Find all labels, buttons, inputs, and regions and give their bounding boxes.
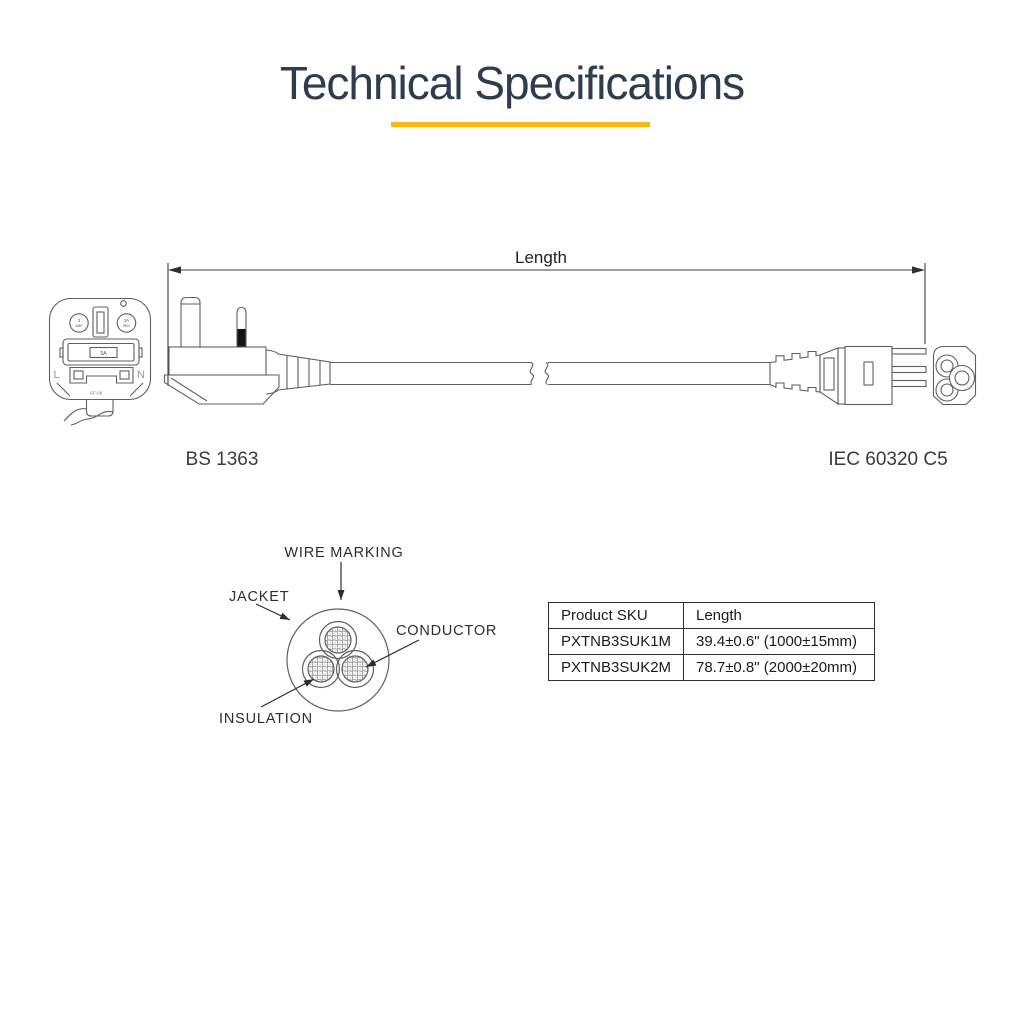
header-length: Length [684,603,875,629]
cable-cross-section [287,609,389,711]
table-row [549,629,875,655]
amp-mark-line1: 3 [77,318,81,323]
page-title: Technical Specifications [279,57,745,109]
c5-side-view [770,347,926,405]
rating-mark-line2: 250V [122,324,131,328]
right-connector-label: IEC 60320 C5 [828,449,948,470]
neutral-terminal-label: N [137,369,145,381]
sku-cell: PXTNB3SUK1M [549,629,684,655]
line-pin-sleeve [238,329,246,347]
table-header-row [549,603,875,629]
conductor-label: CONDUCTOR [396,623,498,639]
amp-mark-circle [70,314,88,332]
approval-mark-icon [121,301,127,307]
amp-mark-line2: AMP [75,324,83,328]
c5-collar-inner [824,358,834,390]
live-terminal-label: L [53,369,60,381]
bs1363-side-view [165,298,331,405]
c5-body-detail [864,362,873,385]
cable-break-right [545,363,548,385]
c5-face-band [838,348,845,404]
cross-section-callouts [219,545,497,727]
cable-grip-front [87,400,114,417]
header-product-sku: Product SKU [549,603,684,629]
rating-mark-line1: 3A [123,318,130,323]
fuse-tab-right [139,348,142,357]
pin-hole-right [120,371,129,379]
insulation-arrow [261,679,314,707]
conductor-arrow [366,640,419,667]
wire-marking-label: WIRE MARKING [284,545,404,561]
dimension-arrowhead-left [168,266,181,273]
conductor-circle-top [325,627,351,653]
plug-corner-facet-right [130,383,143,396]
table-row [549,655,875,681]
plug-flange-side [165,375,280,404]
spec-table [548,602,875,681]
length-cell: 39.4±0.6" (1000±15mm) [684,629,875,655]
plug-face-outline [50,299,151,400]
jacket-arrow [256,604,290,620]
c5-collar [820,348,838,404]
jacket-label: JACKET [229,589,290,605]
c5-strain-relief [770,352,820,393]
rating-mark-circle [117,314,135,332]
earth-slot-inner [97,312,104,333]
model-marking-label: SF-06 [89,390,103,396]
bs1363-front-view [50,299,151,426]
fuse-tab-left [60,348,63,357]
c5-body [845,347,892,405]
c5-lobe-profile-middle [892,367,926,373]
insulation-label: INSULATION [219,711,313,727]
earth-pin [181,298,200,348]
sku-cell: PXTNB3SUK2M [549,655,684,681]
conductor-circle-right [342,656,368,682]
c5-lobe-right [950,366,975,391]
cable-squiggle-1 [64,409,87,421]
dimension-arrowhead-right [912,266,925,273]
length-cell: 78.7±0.8" (2000±20mm) [684,655,875,681]
dimension-label: Length [515,248,567,267]
cable-break-left [530,363,533,385]
jacket-circle [287,609,389,711]
length-dimension [168,248,925,386]
conductor-circle-left [308,656,334,682]
left-connector-label: BS 1363 [185,449,259,470]
plug-corner-facet-left [57,383,70,396]
pin-recess-outline [70,368,133,384]
c5-front-view [934,347,976,405]
cable-squiggle-2 [71,411,113,425]
fuse-cartridge-label: 3A [100,351,107,357]
c5-lobe-profile-top [892,349,926,355]
cable [330,363,770,385]
c5-lobe-profile-bottom [892,381,926,387]
pin-hole-left [74,371,83,379]
plug-body-side [169,347,266,375]
